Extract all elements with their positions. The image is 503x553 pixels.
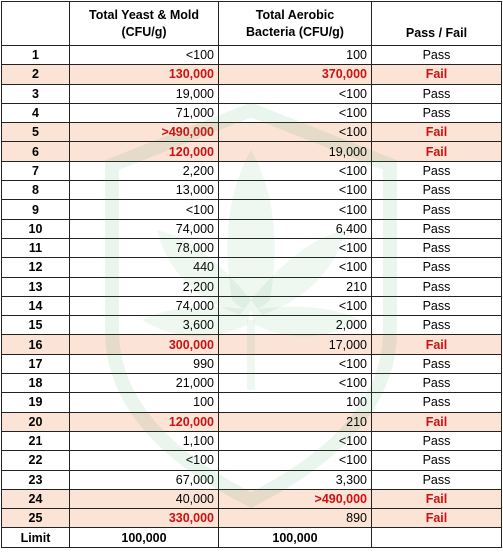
- pass-fail-value: Pass: [372, 103, 502, 122]
- yeast-mold-value: 21,000: [70, 374, 219, 393]
- sample-id: 25: [2, 509, 70, 528]
- table-row: [2, 219, 502, 238]
- pass-fail-value: Pass: [372, 374, 502, 393]
- table-row: [2, 489, 502, 508]
- pass-fail-value: Pass: [372, 258, 502, 277]
- header-yeast-line2: (CFU/g): [121, 24, 167, 39]
- table-row: [2, 374, 502, 393]
- table-row: [2, 335, 502, 354]
- yeast-mold-value: <100: [70, 200, 219, 219]
- header-yeast-line1: Total Yeast & Mold: [89, 7, 199, 22]
- pass-fail-value: Pass: [372, 46, 502, 65]
- yeast-mold-value: 120,000: [70, 142, 219, 161]
- header-pass-fail: Pass / Fail: [372, 2, 502, 46]
- sample-id: 10: [2, 219, 70, 238]
- table-row: [2, 470, 502, 489]
- yeast-mold-value: 990: [70, 354, 219, 373]
- aerobic-bacteria-value: 3,300: [219, 470, 372, 489]
- sample-id: 9: [2, 200, 70, 219]
- sample-id: 6: [2, 142, 70, 161]
- header-sample: [2, 2, 70, 46]
- aerobic-bacteria-value: <100: [219, 374, 372, 393]
- table-row: [2, 509, 502, 528]
- aerobic-bacteria-value: 100: [219, 393, 372, 412]
- header-bacteria-line2: Bacteria (CFU/g): [246, 24, 344, 39]
- aerobic-bacteria-value: 210: [219, 277, 372, 296]
- sample-id: 4: [2, 103, 70, 122]
- table-row: [2, 296, 502, 315]
- yeast-mold-value: 40,000: [70, 489, 219, 508]
- table-row: [2, 277, 502, 296]
- limit-bacteria: 100,000: [219, 528, 372, 547]
- sample-id: 3: [2, 84, 70, 103]
- aerobic-bacteria-value: <100: [219, 84, 372, 103]
- pass-fail-value: Pass: [372, 181, 502, 200]
- pass-fail-value: Pass: [372, 393, 502, 412]
- yeast-mold-value: 13,000: [70, 181, 219, 200]
- table-row: [2, 84, 502, 103]
- aerobic-bacteria-value: 19,000: [219, 142, 372, 161]
- sample-id: 16: [2, 335, 70, 354]
- pass-fail-value: Fail: [372, 65, 502, 84]
- table-row: [2, 451, 502, 470]
- table-row: [2, 65, 502, 84]
- pass-fail-value: Pass: [372, 238, 502, 257]
- aerobic-bacteria-value: <100: [219, 354, 372, 373]
- pass-fail-value: Pass: [372, 219, 502, 238]
- yeast-mold-value: 67,000: [70, 470, 219, 489]
- table-row: [2, 258, 502, 277]
- table-row: [2, 316, 502, 335]
- yeast-mold-value: >490,000: [70, 123, 219, 142]
- sample-id: 19: [2, 393, 70, 412]
- results-table: [1, 1, 502, 548]
- yeast-mold-value: 71,000: [70, 103, 219, 122]
- pass-fail-value: Pass: [372, 296, 502, 315]
- table-row: [2, 431, 502, 450]
- sample-id: 12: [2, 258, 70, 277]
- aerobic-bacteria-value: 210: [219, 412, 372, 431]
- pass-fail-value: Fail: [372, 412, 502, 431]
- aerobic-bacteria-value: <100: [219, 451, 372, 470]
- table-row: [2, 46, 502, 65]
- table-row: [2, 103, 502, 122]
- yeast-mold-value: 74,000: [70, 219, 219, 238]
- pass-fail-value: Pass: [372, 277, 502, 296]
- sample-id: 15: [2, 316, 70, 335]
- yeast-mold-value: 120,000: [70, 412, 219, 431]
- header-aerobic-bacteria: [219, 2, 372, 46]
- table-row: [2, 181, 502, 200]
- pass-fail-value: Fail: [372, 123, 502, 142]
- pass-fail-value: Pass: [372, 200, 502, 219]
- pass-fail-value: Pass: [372, 354, 502, 373]
- table-row: [2, 142, 502, 161]
- sample-id: 2: [2, 65, 70, 84]
- pass-fail-value: Pass: [372, 161, 502, 180]
- aerobic-bacteria-value: 17,000: [219, 335, 372, 354]
- limit-yeast: 100,000: [70, 528, 219, 547]
- yeast-mold-value: 330,000: [70, 509, 219, 528]
- aerobic-bacteria-value: <100: [219, 181, 372, 200]
- pass-fail-value: Pass: [372, 84, 502, 103]
- sample-id: 18: [2, 374, 70, 393]
- yeast-mold-value: 100: [70, 393, 219, 412]
- pass-fail-value: Fail: [372, 335, 502, 354]
- yeast-mold-value: 19,000: [70, 84, 219, 103]
- table-row: [2, 354, 502, 373]
- pass-fail-value: Pass: [372, 451, 502, 470]
- sample-id: 8: [2, 181, 70, 200]
- pass-fail-value: Pass: [372, 316, 502, 335]
- sample-id: 17: [2, 354, 70, 373]
- limit-label: Limit: [2, 528, 70, 547]
- yeast-mold-value: 2,200: [70, 277, 219, 296]
- yeast-mold-value: 1,100: [70, 431, 219, 450]
- aerobic-bacteria-value: 6,400: [219, 219, 372, 238]
- pass-fail-value: Fail: [372, 489, 502, 508]
- pass-fail-value: Fail: [372, 142, 502, 161]
- table-row: [2, 123, 502, 142]
- aerobic-bacteria-value: 100: [219, 46, 372, 65]
- yeast-mold-value: 3,600: [70, 316, 219, 335]
- table-body: [2, 46, 502, 528]
- pass-fail-value: Pass: [372, 431, 502, 450]
- table-row: [2, 200, 502, 219]
- header-bacteria-line1: Total Aerobic: [255, 7, 335, 22]
- sample-id: 23: [2, 470, 70, 489]
- yeast-mold-value: 130,000: [70, 65, 219, 84]
- table-row: [2, 393, 502, 412]
- sample-id: 14: [2, 296, 70, 315]
- sample-id: 5: [2, 123, 70, 142]
- table-row: [2, 161, 502, 180]
- yeast-mold-value: 78,000: [70, 238, 219, 257]
- yeast-mold-value: 440: [70, 258, 219, 277]
- aerobic-bacteria-value: <100: [219, 238, 372, 257]
- limit-row: [2, 528, 502, 547]
- aerobic-bacteria-value: <100: [219, 431, 372, 450]
- aerobic-bacteria-value: <100: [219, 123, 372, 142]
- limit-result: [372, 528, 502, 547]
- sample-id: 22: [2, 451, 70, 470]
- sample-id: 20: [2, 412, 70, 431]
- yeast-mold-value: <100: [70, 46, 219, 65]
- aerobic-bacteria-value: 370,000: [219, 65, 372, 84]
- yeast-mold-value: 2,200: [70, 161, 219, 180]
- aerobic-bacteria-value: <100: [219, 161, 372, 180]
- header-yeast-mold: [70, 2, 219, 46]
- sample-id: 24: [2, 489, 70, 508]
- aerobic-bacteria-value: <100: [219, 200, 372, 219]
- aerobic-bacteria-value: <100: [219, 103, 372, 122]
- sample-id: 13: [2, 277, 70, 296]
- pass-fail-value: Pass: [372, 470, 502, 489]
- table-row: [2, 238, 502, 257]
- aerobic-bacteria-value: <100: [219, 258, 372, 277]
- aerobic-bacteria-value: 890: [219, 509, 372, 528]
- sample-id: 7: [2, 161, 70, 180]
- aerobic-bacteria-value: >490,000: [219, 489, 372, 508]
- aerobic-bacteria-value: 2,000: [219, 316, 372, 335]
- pass-fail-value: Fail: [372, 509, 502, 528]
- aerobic-bacteria-value: <100: [219, 296, 372, 315]
- sample-id: 11: [2, 238, 70, 257]
- sample-id: 1: [2, 46, 70, 65]
- yeast-mold-value: 74,000: [70, 296, 219, 315]
- table-row: [2, 412, 502, 431]
- header-row: [2, 2, 502, 46]
- sample-id: 21: [2, 431, 70, 450]
- yeast-mold-value: 300,000: [70, 335, 219, 354]
- yeast-mold-value: <100: [70, 451, 219, 470]
